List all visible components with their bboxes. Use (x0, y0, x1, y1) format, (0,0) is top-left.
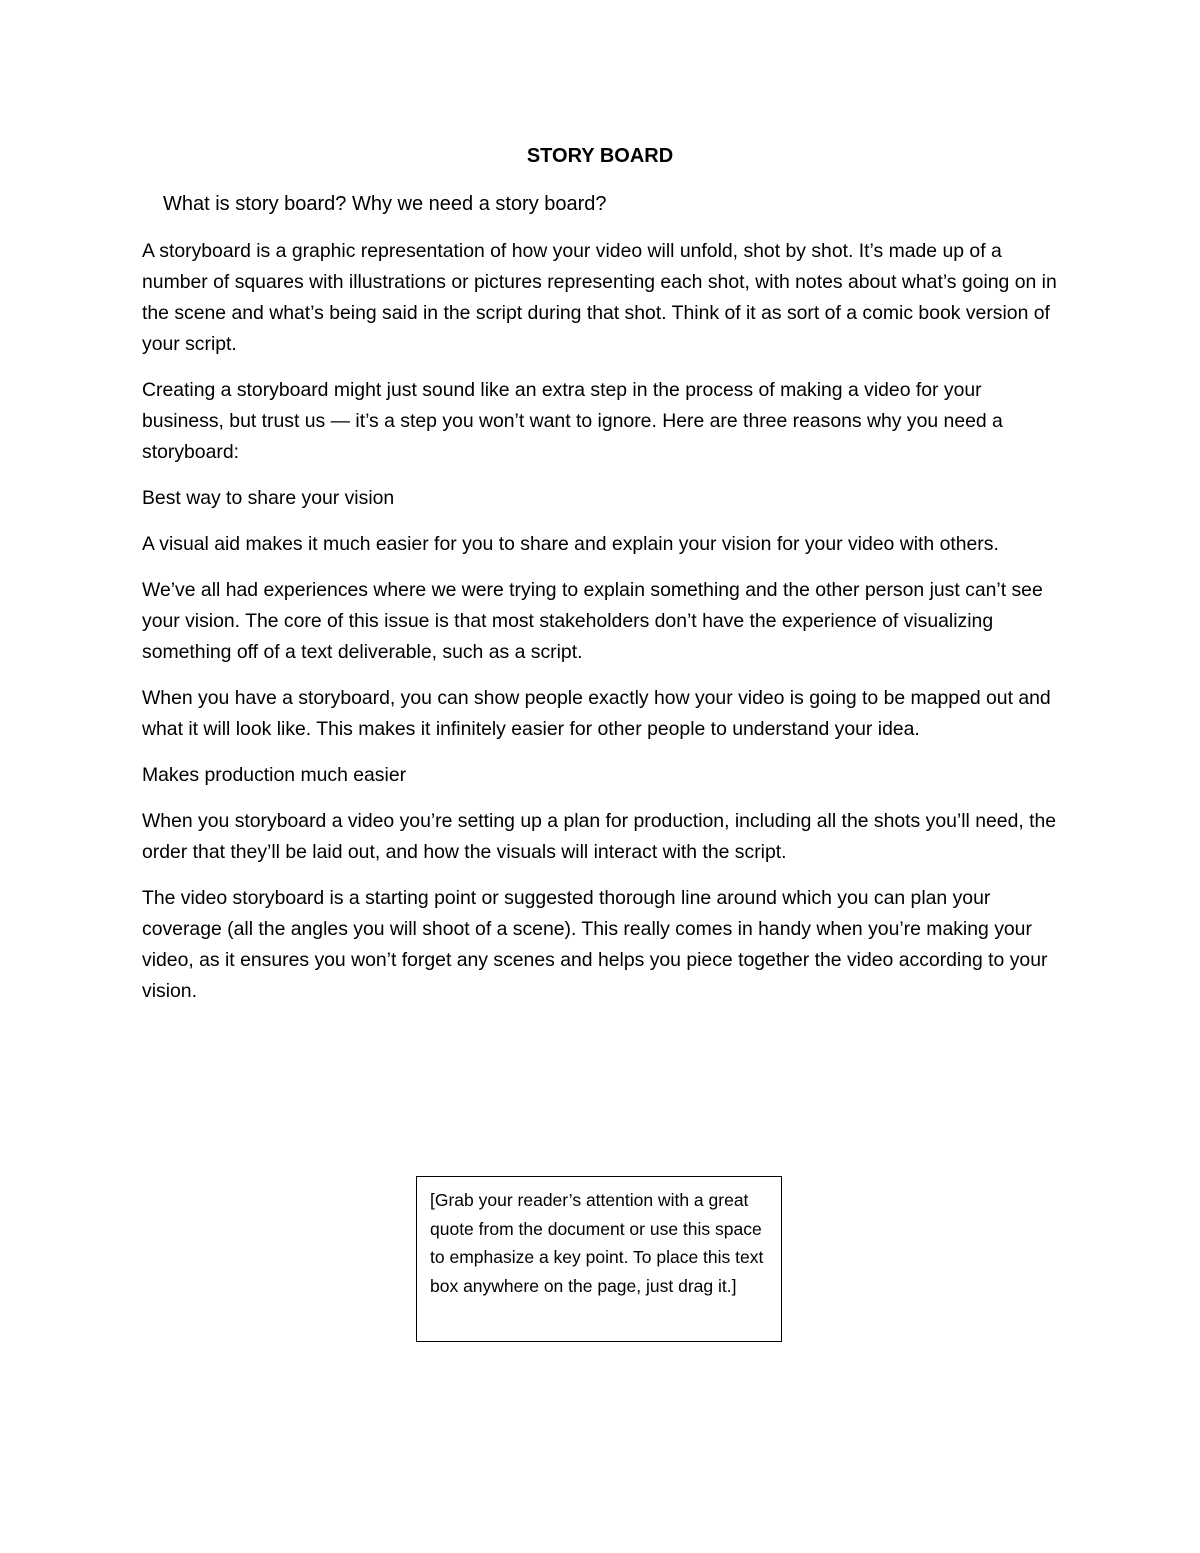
document-title: STORY BOARD (526, 145, 674, 167)
paragraph-reasons-intro: Creating a storyboard might just sound like an extra step in the process of making a video for your business, but trust us — it’s a step you won’t want to ignore. Here are three reasons why you need a storyboard: (142, 379, 1003, 463)
paragraph-storyboard-definition: A storyboard is a graphic representation of how your video will unfold, shot by shot. It’s made up of a number of squares with illustrations or pictures representing each shot, with notes about what’s going on in the scene and what’s being said in the script during that shot. Think of it as sort of a comic book version of your script. (142, 240, 1057, 355)
pull-quote-text-box[interactable]: [Grab your reader’s attention with a great quote from the document or use this space to emphasize a key point. To place this text box anywhere on the page, just drag it.] (416, 1176, 782, 1342)
paragraph-show-people: When you have a storyboard, you can show people exactly how your video is going to be mapped out and what it will look like. This makes it infinitely easier for other people to understand your idea. (142, 687, 1051, 740)
paragraph-coverage: The video storyboard is a starting point or suggested thorough line around which you can plan your coverage (all the angles you will shoot of a scene). This really comes in handy when you’re making your video, as it ensures you won’t forget any scenes and helps you piece together the video according to your vision. (142, 887, 1048, 1002)
document-body (142, 236, 1067, 1022)
paragraph-production-plan: When you storyboard a video you’re setting up a plan for production, including all the shots you’ll need, the order that they’ll be laid out, and how the visuals will interact with the script. (142, 810, 1057, 863)
section-heading-production: Makes production much easier (142, 764, 407, 786)
paragraph-experiences: We’ve all had experiences where we were trying to explain something and the other person just can’t see your vision. The core of this issue is that most stakeholders don’t have the experience of visualizing something off of a text deliverable, such as a script. (142, 579, 1043, 663)
paragraph-visual-aid: A visual aid makes it much easier for you to share and explain your vision for your video with others. (142, 533, 999, 555)
intro-question: What is story board? Why we need a story board? (163, 193, 607, 215)
section-heading-share-vision: Best way to share your vision (142, 487, 395, 509)
